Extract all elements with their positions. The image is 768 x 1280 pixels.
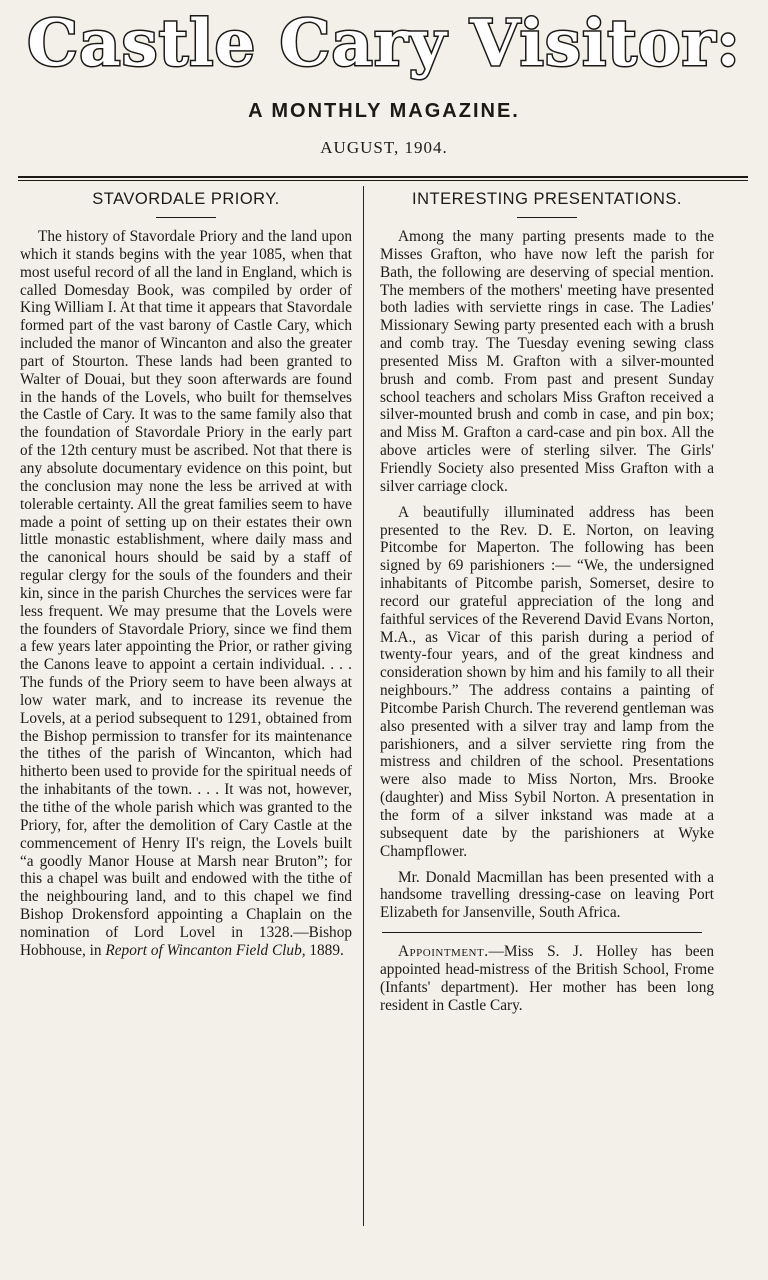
article-heading-presentations: INTERESTING PRESENTATIONS. xyxy=(412,190,682,208)
heading-rule xyxy=(517,217,577,218)
right-column xyxy=(380,186,714,1014)
magazine-title: Castle Cary Visitor: xyxy=(27,6,741,81)
stavordale-text: The history of Stavordale Priory and the land upon which it stands begins with the year 1085, when that most useful record of all the land in England, which is called Domesday Book, was compiled by order of King William I. At that time it appears that Stavordale formed part of the vast barony of Castle Cary, which included the manor of Wincanton and also the greater part of Stourton. These lands had been granted to Walter of Douai, but they soon afterwards are found in the hands of the Lovels, who built for themselves the Castle of Cary. It was to the same family also that the foundation of Stavordale Priory in the early part of the 12th century must be ascribed. Not that there is any absolute documentary evidence on this point, but the conclusion may none the less be arrived at with tolerable certainty. All the great families seem to have made a point of setting up on their estates their own little monastic establishment, where daily mass and the canonical hours should be said by a staff of regular clergy for the souls of the founders and their kin, since in the parish Churches the services were far less frequent. We may presume that the Lovels were the founders of Stavordale Priory, since we find them a few years later appointing the Prior, or rather giving the Canons leave to appoint a certain individual. . . . The funds of the Priory seem to have been always at low water mark, and to increase its revenue the Lovels, at a period subsequent to 1291, obtained from the Bishop permission to transfer for its maintenance the tithes of the parish of Wincanton, which had hitherto been used to provide for the spiritual needs of the inhabitants of the town. . . . It was not, however, the tithe of the whole parish which was granted to the Priory, for, after the demolition of Cary Castle at the commencement of Henry II's reign, the Lovels built “a goodly Manor House at Marsh near Bruton”; for this a chapel was built and endowed with the tithe of the neighbouring land, and to this chapel we find Bishop Drokensford appointing a Chaplain on the nomination of Lord Lovel in 1328.—Bishop Hobhouse, in xyxy=(20,228,352,959)
column-divider xyxy=(363,186,364,1226)
section-rule xyxy=(382,932,702,933)
presentations-paragraph-3: Mr. Donald Macmillan has been presented with a handsome travelling dressing-case on leaving Port Elizabeth for Jansenville, South Africa. xyxy=(380,868,714,922)
appointment-text: —Miss S. J. Holley has been appointed head-mistress of the British School, Frome (Infants' department). Her mother has been long resident in Castle Cary. xyxy=(380,943,714,1014)
magazine-subtitle: A MONTHLY MAGAZINE. xyxy=(248,100,520,122)
presentations-paragraph-1: Among the many parting presents made to the Misses Grafton, who have now left the parish for Bath, the following are deserving of special mention. The members of the mothers' meeting have presented both ladies with serviette rings in case. The Ladies' Missionary Sewing party presented each with a brush and comb tray. The Tuesday evening sewing class presented Miss M. Grafton with a silver-mounted brush and comb. From past and present Sunday school teachers and scholars Miss Grafton received a silver-mounted brush and comb in case, and pin box; and Miss M. Grafton a card-case and pin box. All the above articles were of sterling silver. The Girls' Friendly Society also presented Miss Grafton with a silver carriage clock. xyxy=(380,228,714,495)
masthead xyxy=(0,0,768,180)
article-body-stavordale xyxy=(20,228,352,960)
left-column xyxy=(20,186,352,960)
heading-rule xyxy=(156,217,216,218)
presentations-paragraph-2: A beautifully illuminated address has been presented to the Rev. D. E. Norton, on leaving Pitcombe for Maperton. The following has been signed by 69 parishioners :— “We, the undersigned inhabitants of Pitcombe parish, Somerset, desire to record our grateful appreciation of the long and faithful services of the Reverend David Evans Norton, M.A., as Vicar of this parish during a period of twenty-four years, and of the great kindness and consideration shown by him and his family to all their neighbours.” The address contains a painting of Pitcombe Parish Church. The reverend gentleman was also presented with a silver tray and lamp from the parishioners, and a silver serviette ring from the mistress and children of the school. Presentations were also made to Miss Norton, Mrs. Brooke (daughter) and Miss Sybil Norton. A presentation in the form of a silver inkstand was made at a subsequent date by the parishioners at Wyke Champflower. xyxy=(380,503,714,860)
issue-date: AUGUST, 1904. xyxy=(320,138,448,157)
header-rule xyxy=(18,176,748,178)
appointment-notice xyxy=(380,943,714,1014)
article-heading-stavordale: STAVORDALE PRIORY. xyxy=(92,190,280,208)
citation-title: Report of Wincanton Field Club, xyxy=(105,941,306,959)
header-rule-thin xyxy=(18,180,748,181)
citation-year: 1889. xyxy=(309,941,344,959)
appointment-label: Appointment. xyxy=(398,943,489,961)
